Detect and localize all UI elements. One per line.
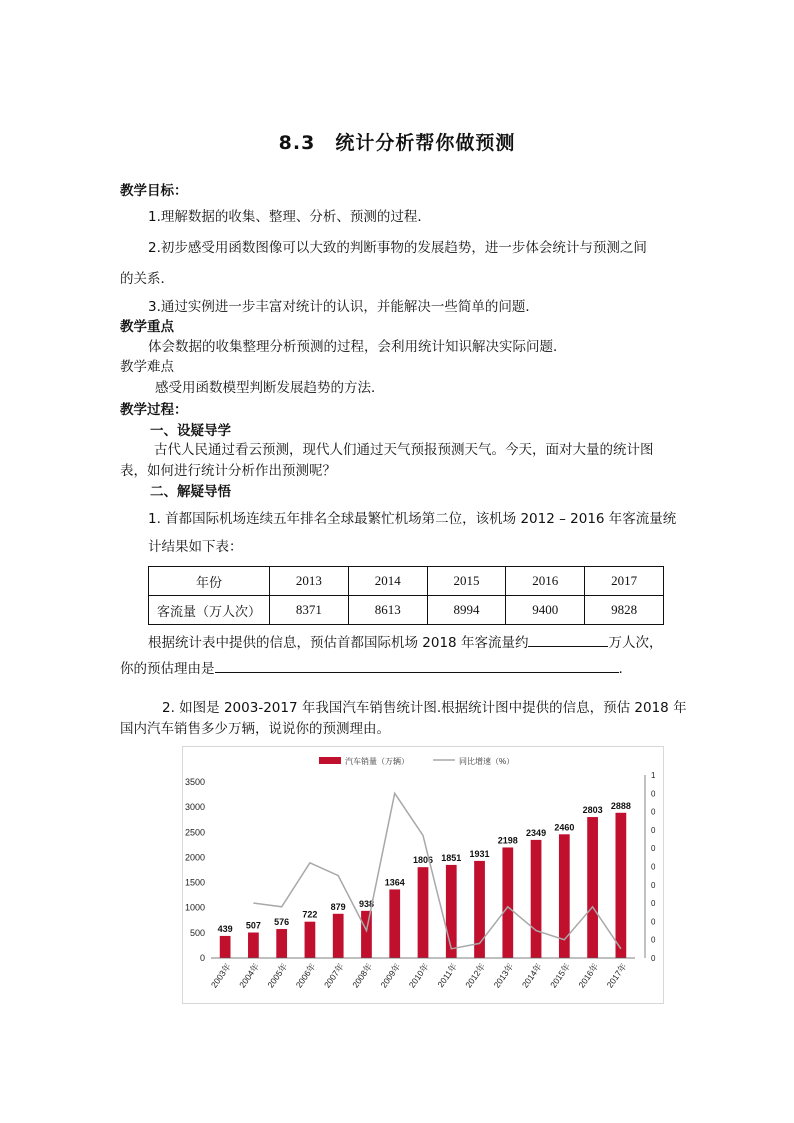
objective-2-line-1: 2.初步感受用函数图像可以大致的判断事物的发展趋势，进一步体会统计与预测之间 [148,240,647,256]
difficulty-heading: 教学难点 [120,359,174,375]
page-title: 8.3 统计分析帮你做预测 [278,132,516,154]
legend-bar-label: 汽车销量（万辆） [345,757,409,766]
question-1-reason-text: 你的预估理由是 [120,661,215,677]
bar-data-label: 576 [274,917,290,928]
question-1-estimate [148,632,662,652]
bar-data-label: 2888 [610,800,631,811]
bar-data-label: 507 [245,920,261,931]
bar-data-label: 938 [358,898,374,909]
x-tick-label: 2004年 [237,961,262,990]
question-1-reason-end: . [618,661,623,677]
bar-data-label: 2803 [582,805,603,816]
question-2-line-1: 2. 如图是 2003-2017 年我国汽车销售统计图.根据统计图中提供的信息，预估 2018 年 [162,700,687,716]
y2-tick-label: 0 [651,954,656,963]
objective-1: 1.理解数据的收集、整理、分析、预测的过程． [148,209,431,225]
section-1-heading: 一、设疑导学 [150,423,231,439]
x-tick-label: 2010年 [406,961,431,990]
bar [446,865,457,958]
bar-data-label: 1931 [469,848,490,859]
difficulty-text: 感受用函数模型判断发展趋势的方法． [155,380,385,396]
question-1-estimate-unit: 万人次， [608,635,663,651]
table-value: 8613 [348,596,427,625]
y-tick-label: 1000 [184,902,205,913]
x-tick-label: 2005年 [265,961,290,990]
bar [615,813,626,958]
bar-data-label: 1851 [441,852,462,863]
y2-tick-label: 0 [651,862,656,872]
bar-data-label: 722 [302,909,318,920]
table-header-label: 年份 [149,567,270,596]
x-tick-label: 2006年 [293,961,318,990]
bar-data-label: 2349 [526,827,547,838]
car-sales-chart [182,746,664,1004]
objectives-heading: 教学目标： [120,183,188,199]
legend-bar-swatch [319,757,341,764]
legend-line-label: 同比增速（%） [459,757,515,766]
question-1-estimate-text: 根据统计表中提供的信息，预估首都国际机场 2018 年客流量约 [148,635,529,651]
y2-tick-label: 0 [651,899,656,909]
y2-tick-label: 0 [651,935,656,945]
y2-tick-label: 0 [651,917,656,927]
question-1-line-2: 计结果如下表： [148,539,243,555]
x-tick-label: 2013年 [491,961,516,990]
bar [502,847,513,958]
table-value: 9828 [585,596,664,625]
process-heading: 教学过程： [120,402,188,418]
x-tick-label: 2015年 [548,961,572,990]
y2-tick-label: 0 [651,825,656,835]
section-2-heading: 二、解疑导悟 [150,484,231,500]
y-tick-label: 1500 [184,877,205,888]
bar [361,911,372,958]
x-tick-label: 2011年 [435,961,459,990]
table-row [149,567,664,596]
intro-line-2: 表，如何进行统计分析作出预测呢？ [120,463,336,479]
table-value: 8994 [427,596,506,625]
bar [333,914,344,958]
x-tick-label: 2009年 [378,961,403,990]
bar [220,936,231,958]
table-year: 2016 [506,567,585,596]
x-tick-label: 2014年 [519,961,544,990]
bar-data-label: 2198 [497,835,518,846]
x-tick-label: 2016年 [576,961,601,990]
y-tick-label: 3000 [184,802,205,813]
y2-tick-label: 0 [651,789,656,799]
bar [305,922,316,958]
car-sales-chart-svg [183,747,663,1003]
y-tick-label: 2000 [184,852,205,863]
bar [276,929,287,958]
y-tick-label: 500 [189,927,205,938]
table-row-label: 客流量（万人次） [149,596,270,625]
bar [418,867,429,958]
y-tick-label: 2500 [184,827,205,838]
table-year: 2015 [427,567,506,596]
objective-2-line-2: 的关系． [120,271,174,287]
table-year: 2017 [585,567,664,596]
x-tick-label: 2008年 [350,961,375,990]
x-tick-label: 2007年 [321,961,346,990]
y-tick-label: 3500 [184,777,205,787]
question-1-reason [120,658,623,678]
passenger-flow-table [148,566,664,625]
key-points-heading: 教学重点 [120,319,174,335]
bar [531,840,542,958]
question-1-line-1: 1. 首都国际机场连续五年排名全球最繁忙机场第二位，该机场 2012 – 2016 年客流量统 [148,511,677,527]
y2-tick-label: 0 [651,880,656,890]
bar-data-label: 439 [217,923,233,934]
bar [389,889,400,958]
y-tick-label: 0 [199,953,205,963]
x-tick-label: 2017年 [604,961,629,990]
question-2-line-2: 国内汽车销售多少万辆，说说你的预测理由。 [120,721,390,737]
y2-tick-label: 1 [651,771,656,780]
bar-data-label: 2460 [554,822,575,833]
bar [587,817,598,958]
bar-data-label: 1806 [412,855,434,866]
y2-tick-label: 0 [651,844,656,854]
objective-3: 3.通过实例进一步丰富对统计的认识，并能解决一些简单的问题． [148,299,539,315]
bar-data-label: 879 [330,901,346,912]
reason-answer-blank[interactable] [215,658,619,673]
table-value: 8371 [270,596,349,625]
intro-line-1: 古代人民通过看云预测，现代人们通过天气预报预测天气。今天，面对大量的统计图 [154,442,654,458]
table-year: 2014 [348,567,427,596]
table-value: 9400 [506,596,585,625]
estimate-answer-blank[interactable] [528,632,608,647]
table-row [149,596,664,625]
y2-tick-label: 0 [651,807,656,817]
bar [248,933,259,958]
key-points-text: 体会数据的收集整理分析预测的过程，会利用统计知识解决实际问题． [148,339,567,355]
table-year: 2013 [270,567,349,596]
bar-data-label: 1364 [384,877,405,888]
x-tick-label: 2003年 [208,961,233,990]
x-tick-label: 2012年 [463,961,488,990]
